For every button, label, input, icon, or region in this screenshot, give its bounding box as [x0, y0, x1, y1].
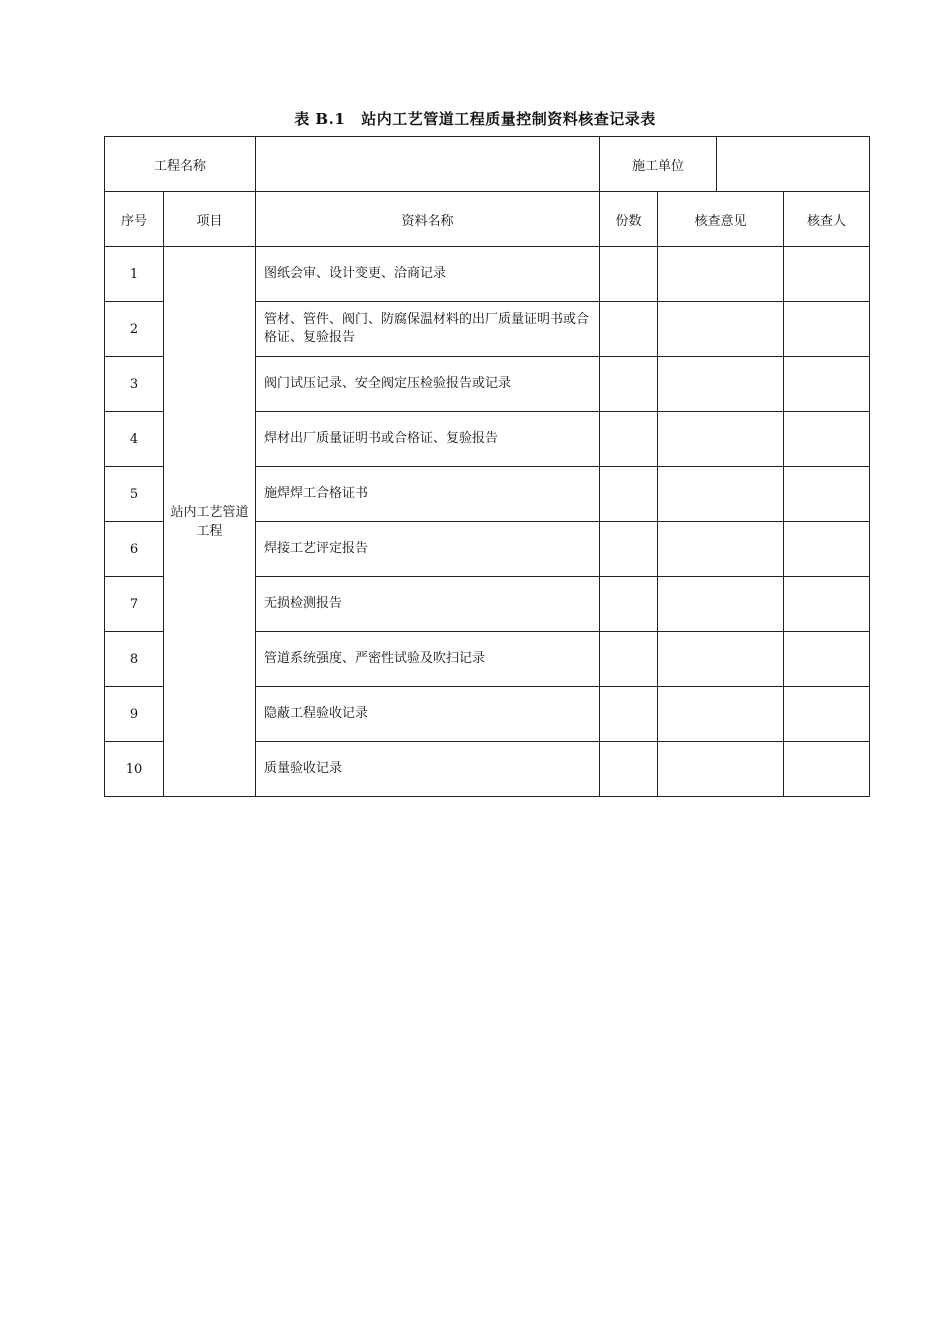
row-reviewer-cell[interactable] — [784, 632, 870, 687]
row-reviewer-cell[interactable] — [784, 302, 870, 357]
row-copies-cell[interactable] — [600, 742, 658, 797]
project-name-value[interactable] — [256, 137, 600, 192]
row-reviewer-cell[interactable] — [784, 247, 870, 302]
row-reviewer-cell[interactable] — [784, 742, 870, 797]
construction-unit-label: 施工单位 — [600, 137, 717, 192]
row-review-opinion-cell[interactable] — [658, 687, 784, 742]
header-row-project — [105, 137, 870, 192]
row-reviewer-cell[interactable] — [784, 467, 870, 522]
table-code: 表 B.1 — [294, 110, 346, 128]
row-reviewer-cell[interactable] — [784, 412, 870, 467]
row-reviewer-cell[interactable] — [784, 522, 870, 577]
row-seq: 4 — [105, 412, 164, 467]
row-seq: 2 — [105, 302, 164, 357]
row-document-name: 阀门试压记录、安全阀定压检验报告或记录 — [256, 357, 600, 412]
row-document-name: 焊接工艺评定报告 — [256, 522, 600, 577]
row-seq: 8 — [105, 632, 164, 687]
col-header-review-opinion: 核查意见 — [658, 192, 784, 247]
row-copies-cell[interactable] — [600, 687, 658, 742]
row-document-name: 焊材出厂质量证明书或合格证、复验报告 — [256, 412, 600, 467]
row-document-name: 无损检测报告 — [256, 577, 600, 632]
col-header-seq: 序号 — [105, 192, 164, 247]
row-seq: 3 — [105, 357, 164, 412]
row-copies-cell[interactable] — [600, 247, 658, 302]
col-header-item: 项目 — [164, 192, 256, 247]
row-seq: 1 — [105, 247, 164, 302]
row-copies-cell[interactable] — [600, 357, 658, 412]
project-item-cell: 站内工艺管道工程 — [164, 247, 256, 797]
quality-control-record-table — [104, 136, 870, 797]
row-review-opinion-cell[interactable] — [658, 577, 784, 632]
row-seq: 5 — [105, 467, 164, 522]
row-copies-cell[interactable] — [600, 302, 658, 357]
row-reviewer-cell[interactable] — [784, 357, 870, 412]
row-document-name: 质量验收记录 — [256, 742, 600, 797]
row-seq: 6 — [105, 522, 164, 577]
row-copies-cell[interactable] — [600, 467, 658, 522]
row-seq: 10 — [105, 742, 164, 797]
row-seq: 9 — [105, 687, 164, 742]
row-document-name: 管道系统强度、严密性试验及吹扫记录 — [256, 632, 600, 687]
row-review-opinion-cell[interactable] — [658, 357, 784, 412]
row-review-opinion-cell[interactable] — [658, 467, 784, 522]
row-review-opinion-cell[interactable] — [658, 742, 784, 797]
row-review-opinion-cell[interactable] — [658, 247, 784, 302]
col-header-copies: 份数 — [600, 192, 658, 247]
table-title-text: 站内工艺管道工程质量控制资料核查记录表 — [361, 110, 656, 128]
table-row — [105, 247, 870, 302]
page-title — [0, 108, 950, 129]
row-copies-cell[interactable] — [600, 522, 658, 577]
row-copies-cell[interactable] — [600, 412, 658, 467]
row-document-name: 管材、管件、阀门、防腐保温材料的出厂质量证明书或合格证、复验报告 — [256, 302, 600, 357]
row-review-opinion-cell[interactable] — [658, 412, 784, 467]
col-header-document-name: 资料名称 — [256, 192, 600, 247]
row-document-name: 图纸会审、设计变更、洽商记录 — [256, 247, 600, 302]
row-copies-cell[interactable] — [600, 632, 658, 687]
row-copies-cell[interactable] — [600, 577, 658, 632]
row-document-name: 隐蔽工程验收记录 — [256, 687, 600, 742]
row-seq: 7 — [105, 577, 164, 632]
row-reviewer-cell[interactable] — [784, 577, 870, 632]
project-name-label: 工程名称 — [105, 137, 256, 192]
col-header-reviewer: 核查人 — [784, 192, 870, 247]
row-review-opinion-cell[interactable] — [658, 632, 784, 687]
row-document-name: 施焊焊工合格证书 — [256, 467, 600, 522]
column-header-row — [105, 192, 870, 247]
row-review-opinion-cell[interactable] — [658, 302, 784, 357]
construction-unit-value[interactable] — [717, 137, 870, 192]
row-review-opinion-cell[interactable] — [658, 522, 784, 577]
row-reviewer-cell[interactable] — [784, 687, 870, 742]
